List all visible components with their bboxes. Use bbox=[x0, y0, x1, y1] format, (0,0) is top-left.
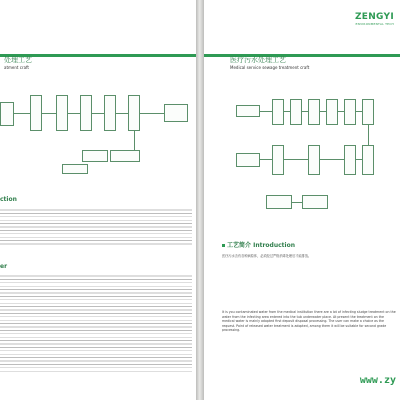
flow-arrow bbox=[116, 113, 128, 114]
flow-box-13 bbox=[266, 195, 292, 209]
flow-box-2 bbox=[30, 95, 42, 131]
flow-arrow bbox=[68, 113, 80, 114]
left-flow-diagram bbox=[0, 80, 196, 175]
flow-box-1 bbox=[236, 105, 260, 117]
flow-box-4 bbox=[80, 95, 92, 131]
flow-box-3 bbox=[290, 99, 302, 125]
bullet-square-icon bbox=[222, 244, 225, 247]
flow-box-14 bbox=[302, 195, 328, 209]
right-flow-diagram bbox=[204, 95, 400, 230]
logo-sub: ENVIRONMENTAL TECH bbox=[355, 22, 394, 26]
left-section-title bbox=[0, 55, 32, 75]
left-section-en: atment craft bbox=[4, 65, 29, 70]
flow-box-8 bbox=[236, 153, 260, 167]
intro-text-en bbox=[222, 310, 396, 364]
flow-box-6 bbox=[344, 99, 356, 125]
flow-arrow bbox=[260, 159, 272, 160]
flow-arrow bbox=[260, 111, 272, 112]
right-page bbox=[204, 0, 400, 400]
flow-arrow bbox=[292, 202, 302, 203]
flow-arrow bbox=[42, 113, 56, 114]
left-section-zh: 处理工艺 bbox=[4, 56, 32, 64]
flow-arrow bbox=[320, 159, 344, 160]
left-page bbox=[0, 0, 196, 400]
left-heading-1: ction bbox=[0, 196, 17, 203]
intro-para-en: It is you contaminated water from the medical institution there are a lot of infecting sludge treatment on the water from the infecting area entered into the tub underwater place. At present the treatment on the medical water is mainly adopted first deposit disposal processing. The user can make a choice as the request. Point of released water treatment is adopted, among them it will be suitable for second grade processing. bbox=[222, 310, 396, 333]
flow-box-5 bbox=[326, 99, 338, 125]
book-gutter bbox=[196, 0, 204, 400]
flow-box-10 bbox=[308, 145, 320, 175]
right-section-en: Medical service sewage treatment craft bbox=[230, 65, 310, 70]
intro-para-zh: 医疗污水含有各种病原体，必须经过严格消毒处理后才能排放。 bbox=[222, 254, 312, 258]
flow-box-5 bbox=[104, 95, 116, 131]
flow-box-4 bbox=[308, 99, 320, 125]
intro-text-zh bbox=[222, 254, 396, 308]
flow-box-2 bbox=[272, 99, 284, 125]
left-header bbox=[0, 0, 196, 56]
right-section-title bbox=[226, 55, 309, 75]
flow-box-7 bbox=[362, 99, 374, 125]
right-header bbox=[204, 0, 400, 56]
flow-arrow bbox=[92, 113, 104, 114]
flow-arrow bbox=[14, 113, 30, 114]
intro-heading-text: 工艺简介 Introduction bbox=[227, 242, 295, 249]
flow-arrow bbox=[140, 113, 164, 114]
flow-box-10 bbox=[110, 150, 140, 162]
flow-arrow bbox=[284, 159, 308, 160]
left-body-text-2 bbox=[0, 273, 192, 373]
left-body-text-1 bbox=[0, 207, 192, 245]
flow-box-1 bbox=[0, 102, 14, 126]
flow-box-7 bbox=[164, 104, 188, 122]
intro-heading bbox=[222, 240, 295, 249]
left-heading-2: er bbox=[0, 263, 8, 270]
flow-box-8 bbox=[82, 150, 108, 162]
flow-box-3 bbox=[56, 95, 68, 131]
company-logo bbox=[355, 12, 394, 26]
flow-box-9 bbox=[272, 145, 284, 175]
flow-box-12 bbox=[362, 145, 374, 175]
flow-box-9 bbox=[62, 164, 88, 174]
right-section-zh: 医疗污水处理工艺 bbox=[230, 56, 286, 64]
footer-url: www.zy bbox=[359, 375, 396, 386]
flow-box-6 bbox=[128, 95, 140, 131]
logo-mark: ZENGYI bbox=[354, 12, 394, 22]
flow-box-11 bbox=[344, 145, 356, 175]
